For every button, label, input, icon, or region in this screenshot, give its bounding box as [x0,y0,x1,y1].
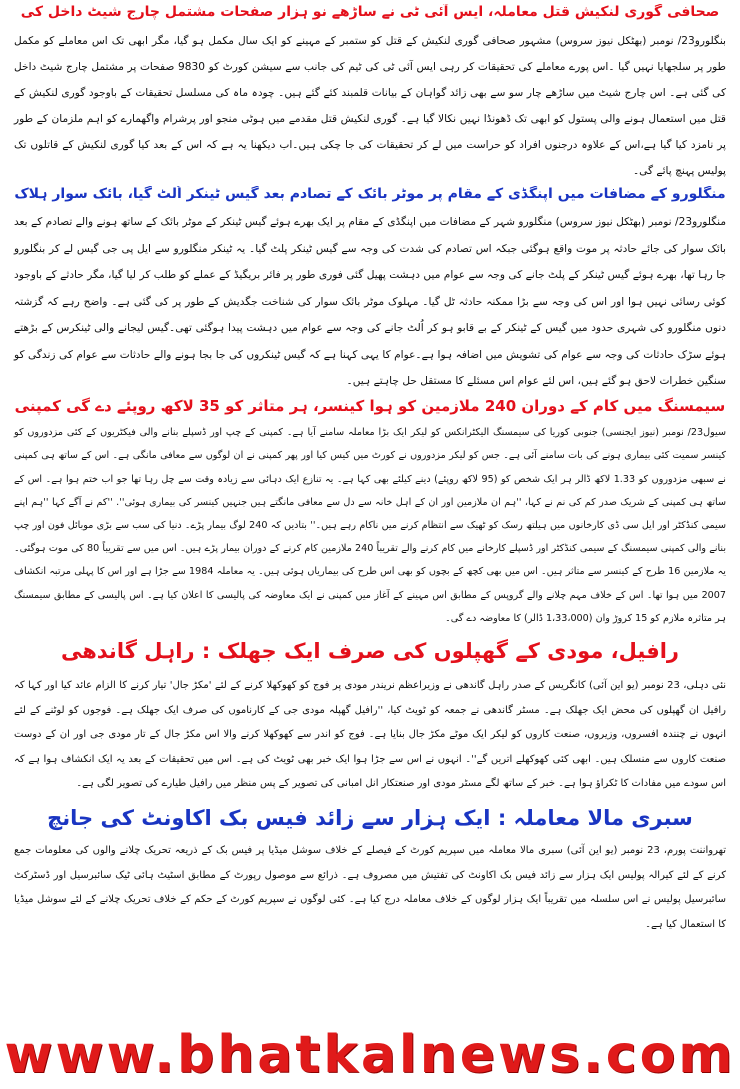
site-url-footer[interactable]: www.bhatkalnews.com [4,1025,736,1085]
headline: منگلورو کے مضافات میں اپنگڈی کے مقام پر موٹر بائک کے تصادم بعد گیس ٹینکر اُلٹ گیا، بائک سوار ہلاک [14,185,726,202]
article-gauri-lankesh [14,4,726,184]
headline: رافیل، مودی کے گھپلوں کی صرف ایک جھلک : راہل گاندھی [61,639,679,664]
article-mangalore-gas-tanker [14,186,726,395]
article-body: بنگلورو23/ نومبر (بھٹکل نیوز سروس) مشہور صحافی گوری لنکیش کے قتل کو ستمبر کے مہینے کو ایک سال مکمل ہو گیا، مگر ابھی تک اس معاملے کو مکمل طور پر سلجھایا نہیں گیا ۔اس پورے معاملے کی تحقیقات کر رہی ایس آئی ٹی کی ٹیم کی جانب سے سیشن کورٹ کو 9830 صفحات پر مشتمل چارج شیٹ داخل کی گئی ہے۔ اس چارج شیٹ میں ساڑھے چار سو سے بھی زائد گواہان کے بیانات قلمبند کئے گئے ہیں۔ چودہ ماہ کی مسلسل تحقیقات کے باوجود گوری لنکیش کے قتل میں استعمال ہونے والی پستول کو ابھی تک ڈھونڈا نہیں نکالا گیا ہے۔ گوری لنکیش قتل مقدمے میں ہوٹی منجو اور پرشرام واگھمارے کو اہم ملزمان کے طور پر نامزد کیا گیا ہے،اس کے علاوہ درجنوں افراد کو حراست میں لے کر تحقیقات کی جا چکی ہیں۔اب دیکھنا یہ ہے کہ اس کے بعد کیا گوری لنکیش کے قاتلوں تک پولیس پہنچ پائے گی۔ [14,34,726,177]
headline: سبری مالا معاملہ : ایک ہزار سے زائد فیس بک اکاونٹ کی جانچ [47,805,693,830]
article-body: منگلورو23/ نومبر (بھٹکل نیوز سروس) منگلورو شہر کے مضافات میں اپنگڈی کے مقام پر ایک بھرے ہوئے گیس ٹینکر کے موٹر بائک کے ساتھ ہونے والے تصادم کے بعد بائک سوار کی جائے حادثہ پر موت واقع ہوگئی جبکہ اس تصادم کی شدت کی وجہ سے گیس ٹینکر پلٹ گیا۔ یہ ٹینکر منگلورو سے ایل پی جی گیس لے کر بنگلورو جا رہا تھا، بھرے ہوئے گیس ٹینکر کے پلٹ جانے کی وجہ سے عوام میں دہشت پھیل گئی فوری طور پر فائر بریگیڈ کے عملے کو طلب کر لیا گیا، مگر حادثے کے باوجود کوئی رسائی نہیں ہوا اور اس کی وجہ سے بڑا ممکنہ حادثہ ٹل گیا۔ مہلوک موٹر بائک سوار کی شناخت جگدیش کے طور پر کی گئی ہے۔ واضح رہے کہ گزشتہ دنوں منگلورو کی شہری حدود میں گیس کے ٹینکر کے بے قابو ہو کر اُلٹ جانے کی وجہ سے عوام میں دہشت پیدا ہوگئی تھی۔گیس لیجانے والی ٹینکرس کے بڑھتے ہوئے سڑک حادثات کی وجہ سے عوام کی تشویش میں اضافہ ہوا ہے۔عوام کا یہی کہنا ہے کہ گیس ٹینکروں کی جا بجا ہونے والے حادثات سے عوام کی زندگی کو سنگین خطرات لاحق ہو گئے ہیں، اس لئے عوام اس مسئلے کا مستقل حل چاہتے ہیں۔ [14,216,726,387]
headline: سیمسنگ میں کام کے دوران 240 ملازمین کو ہوا کینسر، ہر متاثر کو 35 لاکھ روپئے دے گی کمپنی [14,396,726,415]
article-body: سیول23/ نومبر (نیوز ایجنسی) جنوبی کوریا کی سیمسنگ الیکٹرانکس کو لیکر ایک بڑا معاملہ سامنے آیا ہے۔ کمپنی کے چپ اور ڈسپلے بنانے والی فیکٹریوں کے کئی مزدوروں کو کینسر سمیت کئی بیماری ہونے کی بات سامنے آئی ہے۔ جس کو لیکر مزدوروں نے کورٹ میں کیس کیا اور پھر کمپنی نے ان لوگوں سے معافی مانگی ہے۔ اس کے ساتھ ہی کمپنی نے سبھی مزدوروں کو 1.33 لاکھ ڈالر ہر ایک شخص کو (95 لاکھ روپئے) دینے کیلئے بھی کہا ہے۔ یہ تنازع ایک دہائی سے زیادہ وقت سے چل رہا تھا جو اب ختم ہوا ہے۔ اس کے ساتھ ہی کمپنی کے شریک صدر کم کی نم نے کہا، ''ہم ان ملازمین اور ان کے اہل خانہ سے دل سے معافی مانگتے ہیں جنہیں کینسر کی بیماری ہوئی''. ''کم نے آگے کہا ''ہم اپنے سیمی کنڈکٹر اور ایل سی ڈی کارخانوں میں ہیلتھ رسک کو ٹھیک سے انتظام کرنے میں ناکام رہے ہیں۔'' بتادیں کہ 240 لوگ بیمار پڑے۔ دنیا کی سب سے بڑی موبائل فون اور چپ بنانے والی کمپنی سیمسنگ کے سیمی کنڈکٹر اور ڈسپلے کارخانے میں کام کرنے والے تقریباً 240 ملازمین کام کرنے کے دوران بیمار پڑے ہیں۔ اس میں سے تقریباً 80 کی موت ہوگئی۔ یہ ملازمین 16 طرح کے کینسر سے متاثر ہیں۔ اس میں بھی کچھ کے بچوں کو بھی اس طرح کی بیماریاں ہوئی ہیں۔ یہ معاملہ 1984 سے جڑا ہے اور اس کا پہلی مرتبہ انکشاف 2007 میں ہوا تھا۔ اس کے خلاف مہم چلانے والے گروپس کے مطابق اس مہینے کے آغاز میں کمپنی نے ایک معاوضہ کی پالیسی کا اعلان کیا ہے۔ اس پالیسی کے مطابق سیمسنگ ہر متاثرہ ملازم کو 15 کروڑ وان (1،33،000 ڈالر) کا معاوضہ دے گی۔ [14,427,726,624]
article-samsung-cancer [14,397,726,631]
article-body: تھرواننت پورم، 23 نومبر (یو این آئی) سبری مالا معاملہ میں سپریم کورٹ کے فیصلے کے خلاف سوشل میڈیا پر فیس بک کے ذریعہ تحریک چلانے والوں کی معلومات جمع کرنے کے لئے کیرالہ پولیس ایک ہزار سے زائد فیس بک اکاونٹ کی تفتیش میں مصروف ہے۔ ذرائع سے موصول رپورٹ کے مطابق اسٹیٹ ہائی ٹیک سائبرسیل اور ڈسٹرکٹ سائبرسیل پولیس نے اس سلسلہ میں تقریباً ایک ہزار لوگوں کے خلاف معاملہ درج کیا ہے۔ کئی لوگوں نے سپریم کورٹ کے حکم کے خلاف تحریک چلانے کے لئے سوشل میڈیا کا استعمال کیا ہے۔ [14,845,726,930]
article-sabarimala-facebook [14,805,726,937]
headline: صحافی گوری لنکیش قتل معاملہ، ایس آئی ٹی نے ساڑھے نو ہزار صفحات مشتمل چارج شیٹ داخل کی [20,4,720,20]
article-rafale-rahul-gandhi [14,638,726,797]
article-body: نئی دہلی، 23 نومبر (یو این آئی) کانگریس کے صدر راہل گاندھی نے وزیراعظم نریندر مودی پر فوج کو کھوکھلا کرنے کے لئے 'مکڑ جال' تیار کرنے کا الزام عائد کیا اور کہا کہ رافیل ان گھپلوں کی محض ایک جھلک ہے۔ مسٹر گاندھی نے جمعہ کو ٹویٹ کیا، ''رافیل گھپلہ مودی جی کے کارناموں کی صرف ایک جھلک ہے۔ فوجوں کو لوٹنے کے لئے انہوں نے چنندہ افسروں، وزیروں، صنعت کاروں کو لیکر ایک موٹے مکڑ جال بنایا ہے۔ فوج کو اندر سے کھوکھلا کرنے والا اس مکڑ جال کے تار مودی جی اور ان کے دوست صنعت کاروں سے منسلک ہیں۔ ابھی کئی کھوکھلے اتریں گے''۔ انہوں نے اس سے جڑا ہوا ایک خبر بھی ٹویٹ کی ہے۔ اس میں تحقیقات کے بعد یہ ایک انکشاف ہوا ہے کہ اس سودے میں مفادات کا ٹکراؤ ہوا ہے۔ خبر کے ساتھ لگے مسٹر مودی اور صنعتکار انل امبانی کی تصویر کے پس منظر میں رافیل طیارے کی تصویر لگی ہے۔ [14,680,726,790]
